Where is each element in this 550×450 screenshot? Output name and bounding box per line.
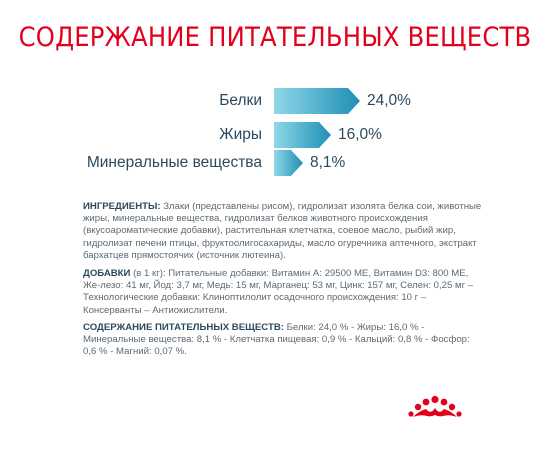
ingredients-heading: ИНГРЕДИЕНТЫ: [83,201,161,212]
nutrient-label: Жиры [219,126,262,143]
nutrient-bar [274,150,303,176]
additives-text: (в 1 кг): Питательные добавки: Витамин A: 29500 МЕ, Витамин D3: 800 МЕ, Же-лезо: 41 мг, Йод: 3,7 мг, Медь: 15 мг, Марганец: 53 мг, Цинк: 157 мг, Селен: 0,25 мг – Технологические добавки: Клиноптилолит осадочного происхождения: 10 г – Консерванты – Антиокислители. [83,268,474,316]
nutrient-label: Белки [219,92,262,109]
nutrient-content-text: Белки: 24,0 % - Жиры: 16,0 % - Минеральные вещества: 8,1 % - Клетчатка пищевая: 0,9 % - Кальций: 0,8 % - Фосфор: 0,6 % - Магний: 0,07 %. [83,322,470,358]
nutrient-bar [274,88,360,114]
nutrient-row [0,88,550,114]
nutrient-row [0,122,550,148]
nutrient-bar [274,122,331,148]
nutrient-value: 16,0% [338,126,382,143]
nutrient-bar-shape [274,88,360,114]
nutrient-row [0,150,550,176]
page-title: СОДЕРЖАНИЕ ПИТАТЕЛЬНЫХ ВЕЩЕСТВ [18,22,532,53]
nutrient-content-paragraph [83,322,483,359]
nutrient-bar-shape [274,122,331,148]
nutrient-value: 8,1% [310,154,346,171]
ingredients-paragraph [83,201,483,262]
crown-graphic [405,393,465,433]
additives-paragraph [83,268,483,317]
nutrient-value: 24,0% [367,92,411,109]
additives-heading: ДОБАВКИ [83,268,131,279]
royal-canin-crown-icon [405,393,465,433]
ingredients-text: Злаки (представлены рисом), гидролизат изолята белка сои, животные жиры, минеральные вещества, гидролизат белков животного происхождения (вкусоароматические добавки), растительная клетчатка, соевое масло, рыбий жир, гидролизат печени птицы, фруктоолигосахариды, масло огуречника аптечного, экстракт бархатцев прямостоячих (источник лютеина). [83,201,482,261]
nutrient-bar-shape [274,150,303,176]
nutrient-label: Минеральные вещества [86,154,262,171]
nutrient-content-heading: СОДЕРЖАНИЕ ПИТАТЕЛЬНЫХ ВЕЩЕСТВ: [83,322,284,333]
